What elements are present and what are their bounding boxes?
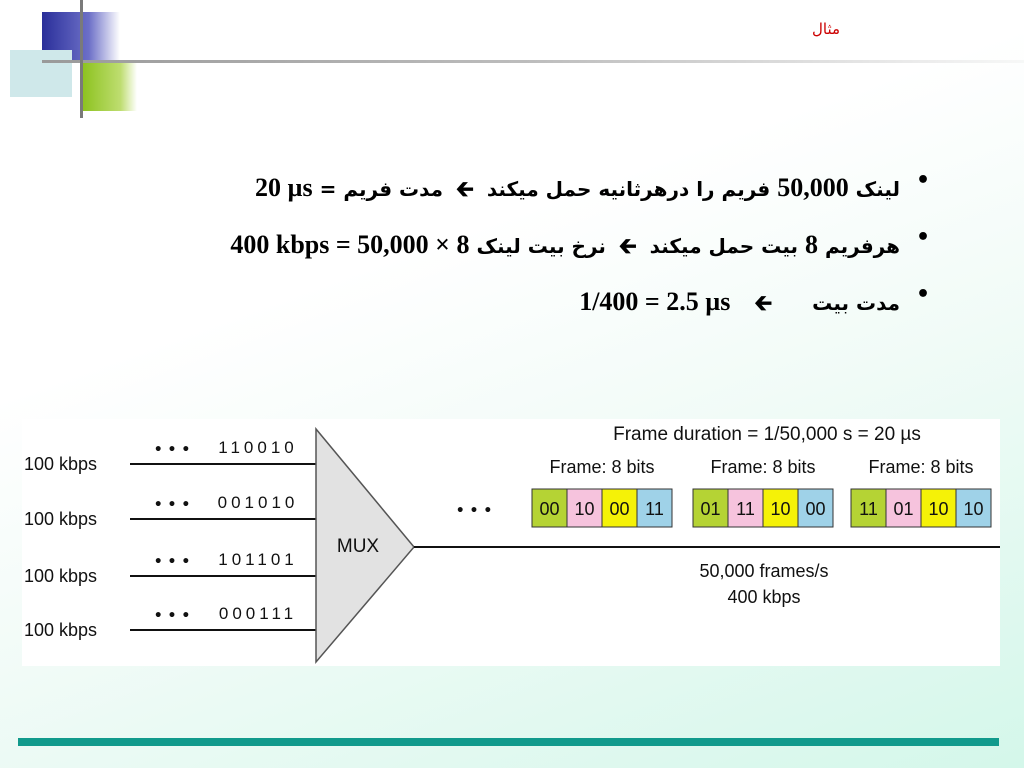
tdm-diagram-svg <box>22 419 1000 666</box>
frame-cell-value: 11 <box>645 499 664 519</box>
mux-label: MUX <box>336 536 380 557</box>
output-ellipsis: • • • <box>455 503 493 519</box>
frame-cell-value: 00 <box>805 499 826 519</box>
frame-label: Frame: 8 bits <box>710 457 816 477</box>
input-rate-label: 100 kbps <box>24 454 98 474</box>
decor-green-block <box>82 63 137 111</box>
frame-cell-value: 01 <box>893 499 914 519</box>
bullet-equals: = <box>312 177 337 201</box>
bullet-prefix: لینک <box>848 177 900 201</box>
header-divider <box>42 60 1024 63</box>
tdm-diagram <box>22 419 1000 666</box>
input-rate-label: 100 kbps <box>24 509 98 529</box>
frame-cell-value: 01 <box>700 499 721 519</box>
bullet-text <box>579 286 900 324</box>
bullet-middle: بیت حمل میکند <box>642 234 805 258</box>
frame-cell-value: 10 <box>574 499 595 519</box>
bullet-text <box>255 172 900 210</box>
input-bits: 001010 <box>217 493 299 512</box>
bullet-value: 1/400 = 2.5 µs <box>579 287 731 316</box>
bullet-middle: فریم را درهرثانیه حمل میکند <box>479 177 778 201</box>
frame-cell-value: 10 <box>770 499 791 519</box>
input-lines <box>24 438 316 640</box>
frame-cell-value: 11 <box>859 499 878 519</box>
bullet-dot: • <box>915 282 930 307</box>
input-bits: 000111 <box>218 604 298 623</box>
output-rate-frames: 50,000 frames/s <box>699 561 829 581</box>
frames <box>532 457 991 527</box>
frame-cell-value: 10 <box>928 499 949 519</box>
bullet-item <box>140 225 930 282</box>
input-bits: 110010 <box>218 438 298 457</box>
input-ellipsis: • • • <box>153 442 191 458</box>
frame-cell-value: 11 <box>736 499 755 519</box>
decor-teal-block <box>10 50 72 97</box>
input-rate-label: 100 kbps <box>24 620 98 640</box>
bullet-dot: • <box>915 225 930 250</box>
bullet-item <box>140 282 930 339</box>
output-rate-bits: 400 kbps <box>727 587 801 607</box>
bullet-value: 400 kbps = 50,000 × 8 <box>230 230 470 259</box>
frame-cell-value: 00 <box>609 499 630 519</box>
frame-label: Frame: 8 bits <box>868 457 974 477</box>
slide-title: مثال <box>811 20 840 38</box>
input-rate-label: 100 kbps <box>24 566 98 586</box>
bullet-post: نرخ بیت لینک <box>469 234 613 258</box>
arrow-left-icon: 🡰 <box>456 177 474 202</box>
footer-bar <box>18 738 999 746</box>
arrow-left-icon: 🡰 <box>618 234 637 259</box>
bullet-number: 8 <box>804 230 818 259</box>
input-ellipsis: • • • <box>153 608 191 624</box>
bullet-dot: • <box>915 168 930 193</box>
bullet-item <box>140 168 930 225</box>
arrow-left-icon: 🡰 <box>754 291 773 316</box>
input-ellipsis: • • • <box>153 554 191 570</box>
bullet-post: مدت فریم <box>336 177 451 201</box>
input-bits: 101101 <box>218 550 298 569</box>
bullet-list <box>140 168 930 339</box>
bullet-prefix: هرفریم <box>817 234 900 258</box>
frame-duration-label: Frame duration = 1/50,000 s = 20 µs <box>613 424 921 445</box>
input-ellipsis: • • • <box>153 497 191 513</box>
frame-label: Frame: 8 bits <box>549 457 655 477</box>
bullet-text <box>230 229 900 267</box>
frame-cell-value: 00 <box>539 499 560 519</box>
header-vertical-rule <box>80 0 83 118</box>
bullet-number: 50,000 <box>777 173 849 202</box>
frame-cell-value: 10 <box>963 499 984 519</box>
bullet-value: 20 µs <box>255 173 313 202</box>
bullet-prefix: مدت بیت <box>812 291 900 315</box>
